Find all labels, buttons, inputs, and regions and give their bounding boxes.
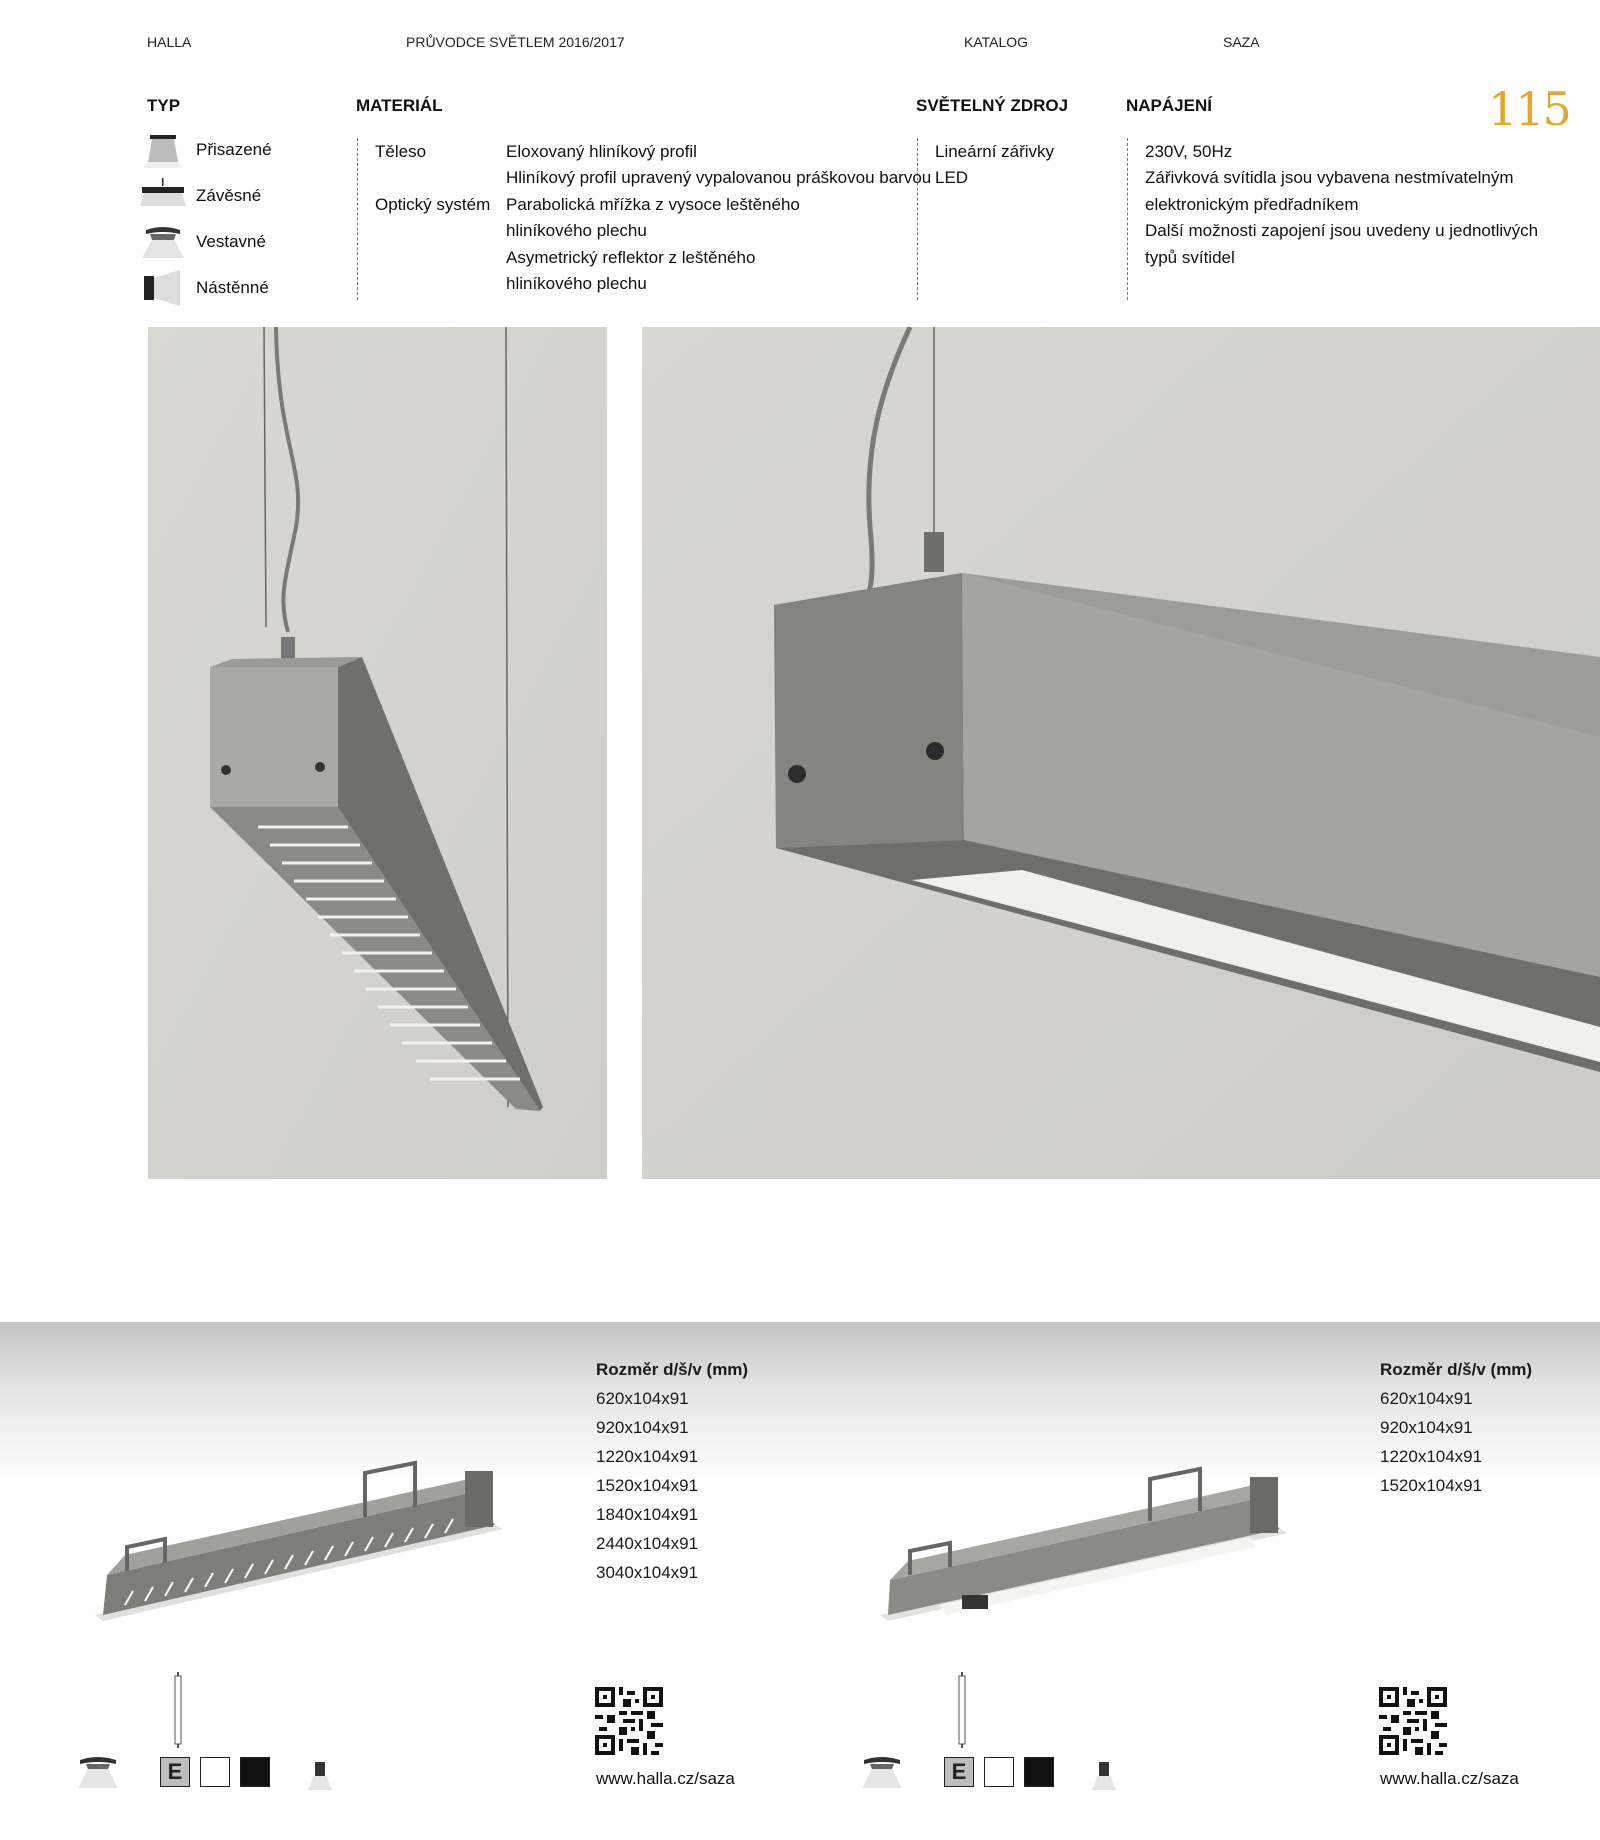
fluorescent-tube-icon xyxy=(957,1672,967,1753)
product-photo-pendant-full xyxy=(148,327,607,1179)
dimension-value: 620x104x91 xyxy=(1380,1389,1473,1408)
type-label: Závěsné xyxy=(196,186,262,205)
power-line: Zářivková svítidla jsou vybavena nestmívatelným xyxy=(1145,168,1514,187)
dimension-value: 1220x104x91 xyxy=(596,1447,699,1466)
material-body-label: Těleso xyxy=(375,142,427,161)
power-line: Další možnosti zapojení jsou uvedeny u jednotlivých xyxy=(1145,221,1539,240)
heading-light-source: SVĚTELNÝ ZDROJ xyxy=(916,96,1069,115)
header-guide-title: PRŮVODCE SVĚTLEM 2016/2017 xyxy=(406,34,625,50)
dimension-value: 1520x104x91 xyxy=(1380,1476,1483,1495)
dimensions-heading: Rozměr d/š/v (mm) xyxy=(1380,1360,1533,1379)
dimension-value: 620x104x91 xyxy=(596,1389,689,1408)
dimensions-heading: Rozměr d/š/v (mm) xyxy=(596,1360,749,1379)
material-line: Hliníkový profil upravený vypalovanou práškovou barvou xyxy=(506,168,932,187)
material-line: Parabolická mřížka z vysoce leštěného xyxy=(506,195,800,214)
heading-power: NAPÁJENÍ xyxy=(1126,96,1212,115)
power-line: elektronickým předřadníkem xyxy=(1145,195,1359,214)
separator xyxy=(357,138,359,300)
qr-code[interactable] xyxy=(1379,1687,1447,1755)
material-line: hliníkového plechu xyxy=(506,221,647,240)
product-photo-pendant-detail xyxy=(642,327,1600,1179)
energy-class-badge: E xyxy=(944,1757,974,1787)
wall-mounted-icon xyxy=(140,270,186,306)
dimensions-block xyxy=(596,1360,748,1587)
material-line: Asymetrický reflektor z leštěného xyxy=(506,248,756,267)
dimension-value: 1520x104x91 xyxy=(596,1476,699,1495)
dimensions-block xyxy=(1380,1360,1532,1500)
heading-typ: TYP xyxy=(147,96,181,115)
header-product: SAZA xyxy=(1223,34,1260,50)
separator xyxy=(1127,138,1129,300)
recessed-icon xyxy=(140,224,186,260)
type-label: Přisazené xyxy=(196,140,272,159)
dimension-value: 3040x104x91 xyxy=(596,1563,699,1582)
power-line: 230V, 50Hz xyxy=(1145,142,1233,161)
dimension-value: 2440x104x91 xyxy=(596,1534,699,1553)
power-line: typů svítidel xyxy=(1145,248,1235,267)
type-item xyxy=(140,178,261,214)
type-item xyxy=(140,132,272,168)
recessed-icon xyxy=(862,1756,902,1793)
product-url[interactable]: www.halla.cz/saza xyxy=(596,1769,735,1788)
dimension-value: 920x104x91 xyxy=(596,1418,689,1437)
recessed-icon xyxy=(78,1756,118,1793)
floor-light-icon xyxy=(1092,1762,1116,1795)
page-number: 115 xyxy=(1488,82,1570,136)
type-label: Vestavné xyxy=(196,232,266,251)
material-line: Eloxovaný hliníkový profil xyxy=(506,142,697,161)
fluorescent-tube-icon xyxy=(173,1672,183,1753)
floor-light-icon xyxy=(308,1762,332,1795)
color-swatch-white xyxy=(200,1757,230,1787)
product-url[interactable]: www.halla.cz/saza xyxy=(1380,1769,1519,1788)
header-section: KATALOG xyxy=(964,34,1029,50)
dimension-value: 920x104x91 xyxy=(1380,1418,1473,1437)
color-swatch-white xyxy=(984,1757,1014,1787)
dimension-value: 1220x104x91 xyxy=(1380,1447,1483,1466)
light-source-line: LED xyxy=(935,168,969,187)
product-render-diffuser xyxy=(880,1455,1290,1625)
color-swatch-black xyxy=(1024,1757,1054,1787)
material-line: hliníkového plechu xyxy=(506,274,647,293)
product-render-louver xyxy=(95,1455,505,1625)
qr-code[interactable] xyxy=(595,1687,663,1755)
surface-mounted-icon xyxy=(140,132,186,168)
light-source-line: Lineární zářivky xyxy=(935,142,1055,161)
color-swatch-black xyxy=(240,1757,270,1787)
type-item xyxy=(140,224,266,260)
header-brand: HALLA xyxy=(147,34,192,50)
suspended-icon xyxy=(140,178,186,214)
heading-material: MATERIÁL xyxy=(356,96,443,115)
separator xyxy=(917,138,919,300)
material-optics-label: Optický systém xyxy=(375,195,491,214)
energy-class-badge: E xyxy=(160,1757,190,1787)
type-item xyxy=(140,270,269,306)
type-label: Nástěnné xyxy=(196,278,269,297)
dimension-value: 1840x104x91 xyxy=(596,1505,699,1524)
